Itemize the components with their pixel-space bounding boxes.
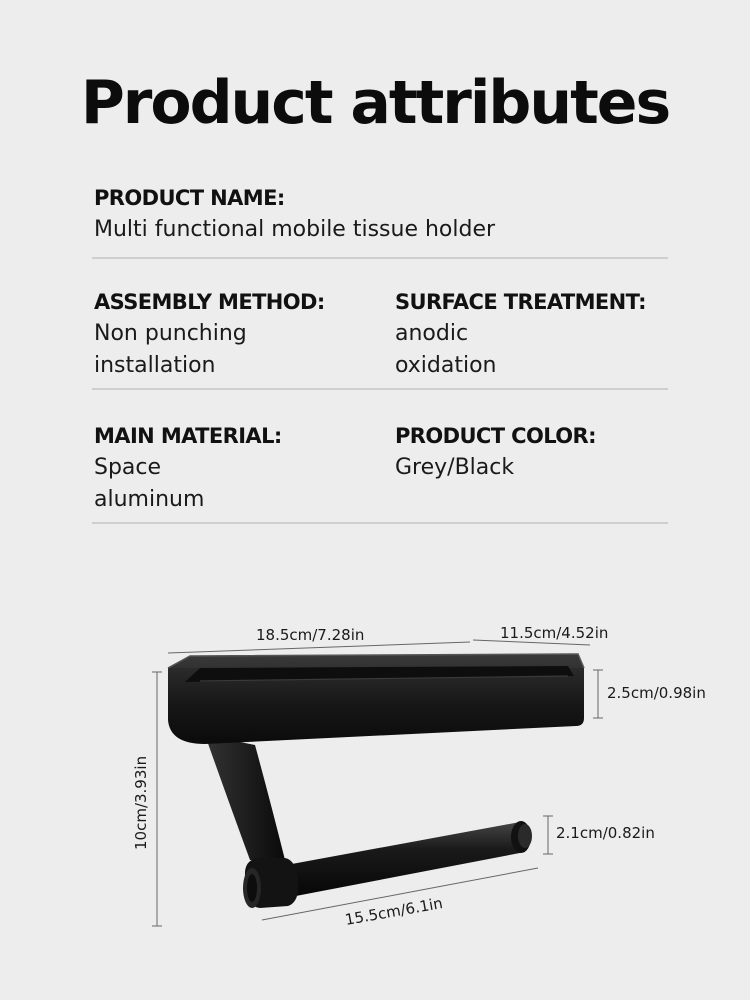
product-name-value: Multi functional mobile tissue holder [94,217,496,242]
assembly-method-line-2: installation [94,353,216,378]
phone-shelf [168,654,584,744]
surface-treatment-line-2: oxidation [395,353,497,378]
shelf-depth-label: 11.5cm/4.52in [500,624,609,642]
rod-length-label: 15.5cm/6.1in [343,894,445,929]
page-title: Product attributes [80,68,670,138]
shelf-length-label: 18.5cm/7.28in [256,626,365,644]
total-height-label: 10cm/3.93in [132,755,150,850]
product-color-label: PRODUCT COLOR: [395,424,596,448]
product-color-value: Grey/Black [395,455,515,480]
assembly-method-line-1: Non punching [94,321,247,346]
main-material-label: MAIN MATERIAL: [94,424,282,448]
main-material-line-1: Space [94,455,162,480]
surface-treatment-label: SURFACE TREATMENT: [395,290,646,314]
assembly-method-label: ASSEMBLY METHOD: [94,290,325,314]
main-material-line-2: aluminum [94,487,205,512]
product-name-label: PRODUCT NAME: [94,186,285,210]
rod-diameter-label: 2.1cm/0.82in [556,824,655,842]
paper-roll-rod [243,821,532,908]
support-arm [205,735,285,860]
surface-treatment-line-1: anodic [395,321,469,346]
shelf-height-label: 2.5cm/0.98in [607,684,706,702]
